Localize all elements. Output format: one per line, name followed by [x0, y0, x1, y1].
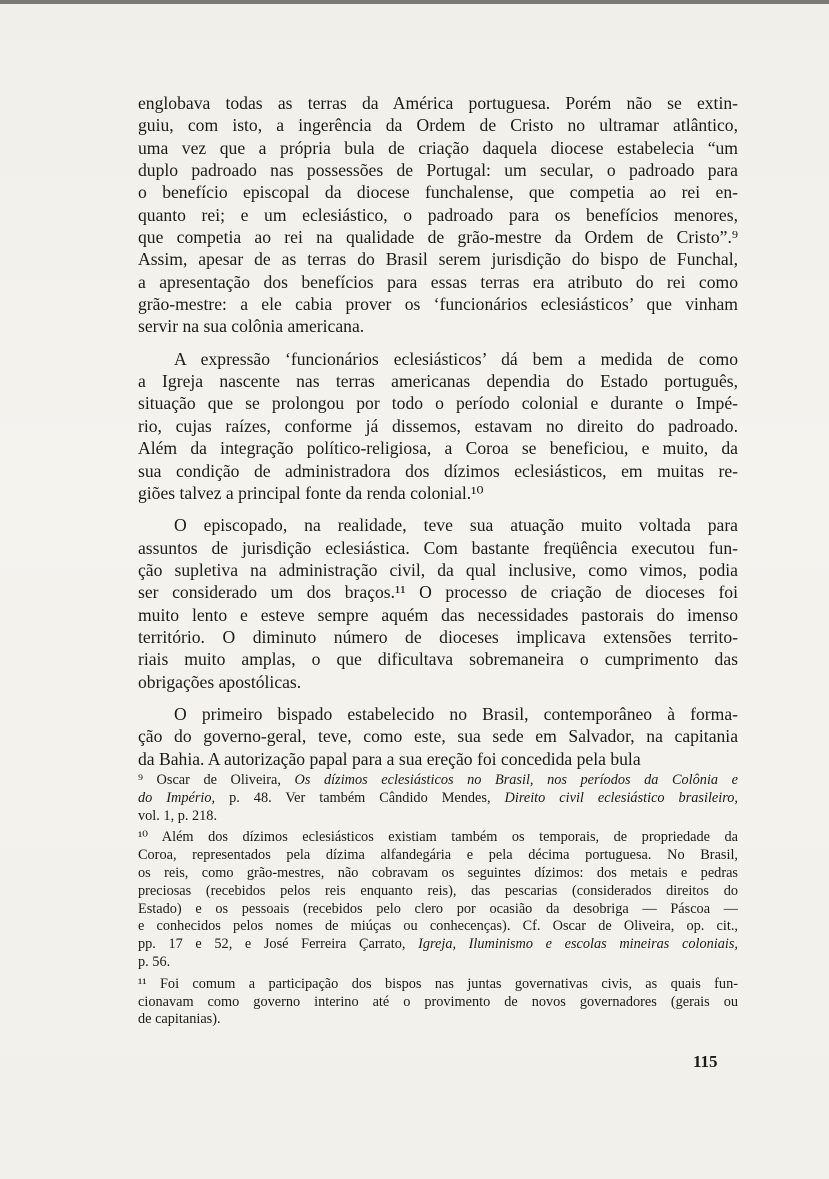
footnote-text: de capitanias).	[138, 1011, 221, 1028]
footnote-title: Igreja, Iluminismo e escolas mineiras coloniais,	[418, 936, 738, 953]
footnotes	[138, 772, 738, 1029]
footnote	[138, 976, 738, 1029]
footnote-title: Direito civil eclesiástico brasileiro,	[504, 789, 738, 806]
footnote-text: cionavam como governo interino até o provimento de novos governadores (gerais ou	[138, 993, 738, 1010]
footnote-line	[138, 994, 738, 1012]
footnote-line	[138, 808, 738, 826]
footnote-line	[138, 790, 738, 808]
footnote-text: ¹⁰ Além dos dízimos eclesiásticos existiam também os temporais, de propriedade da	[138, 829, 738, 846]
footnote-text: e conhecidos pelos nomes de miúças ou conhecenças). Cf. Oscar de Oliveira, op. cit.,	[138, 918, 738, 935]
footnote-text: pp. 17 e 52, e José Ferreira Çarrato,	[138, 936, 419, 953]
text-line: que competia ao rei na qualidade de grão-mestre da Ordem de Cristo”.⁹	[138, 227, 738, 248]
footnote-text: ¹¹ Foi comum a participação dos bispos nas juntas governativas civis, as quais fun-	[138, 975, 738, 992]
footnote-line	[138, 772, 738, 790]
footnote-line	[138, 901, 738, 919]
text-line: grão-mestre: a ele cabia prover os ‘funcionários eclesiásticos’ que vinham	[138, 294, 738, 315]
text-line: situação que se prolongou por todo o período colonial e durante o Impé-	[138, 393, 738, 414]
text-line: uma vez que a própria bula de criação daquela diocese estabelecia “um	[138, 137, 738, 158]
text-line: servir na sua colônia americana.	[138, 316, 365, 337]
footnote-line	[138, 976, 738, 994]
footnote-line	[138, 918, 738, 936]
text-line: giões talvez a principal fonte da renda colonial.¹⁰	[138, 482, 484, 503]
text-line: rio, cujas raízes, conforme já dissemos, estavam no direito do padroado.	[138, 415, 738, 436]
footnote	[138, 772, 738, 825]
paragraph	[138, 92, 738, 338]
footnote-line	[138, 883, 738, 901]
page-number: 115	[693, 1052, 718, 1071]
footnote-title: Os dízimos eclesiásticos no Brasil, nos períodos da Colônia e	[294, 772, 738, 788]
text-line: da Bahia. A autorização papal para a sua ereção foi concedida pela bula	[138, 748, 641, 769]
text-line: obrigações apostólicas.	[138, 671, 302, 692]
text-line: riais muito amplas, o que dificultava sobremaneira o cumprimento das	[138, 649, 738, 670]
text-line: duplo padroado nas possessões de Portugal: um secular, o padroado para	[138, 160, 738, 181]
footnote-text: os reis, como grão-mestres, não cobravam os seguintes dízimos: dos metais e pedras	[138, 864, 738, 881]
footnote	[138, 829, 738, 971]
text-line: assuntos de jurisdição eclesiástica. Com bastante freqüência executou fun-	[138, 537, 738, 558]
text-line: ção supletiva na administração civil, da qual inclusive, como vimos, podia	[138, 559, 738, 580]
text-line: O episcopado, na realidade, teve sua atuação muito voltada para	[174, 515, 738, 536]
text-line: A expressão ‘funcionários eclesiásticos’ dá bem a medida de como	[174, 348, 738, 369]
text-line: sua condição de administradora dos dízimos eclesiásticos, em muitas re-	[138, 460, 738, 481]
footnote-text: Coroa, representados pela dízima alfandegária e pela décima portuguesa. No Brasil,	[138, 847, 738, 864]
footnote-text: p. 56.	[138, 953, 171, 970]
main-text	[138, 92, 738, 770]
text-line: Assim, apesar de as terras do Brasil serem jurisdição do bispo de Funchal,	[138, 249, 738, 270]
paragraph	[138, 348, 738, 504]
footnote-text: Estado) e os pessoais (recebidos pelo clero por ocasião da desobriga — Páscoa —	[138, 900, 738, 917]
footnote-text: vol. 1, p. 218.	[138, 807, 218, 824]
paragraph	[138, 514, 738, 693]
footnote-title: do Império,	[138, 789, 216, 806]
paragraph	[138, 703, 738, 770]
text-line: território. O diminuto número de dioceses implicava extensões territo-	[138, 626, 738, 647]
text-line: O primeiro bispado estabelecido no Brasil, contemporâneo à forma-	[174, 703, 738, 724]
text-line: muito lento e esteve sempre aquém das necessidades pastorais do imenso	[138, 604, 738, 625]
footnote-text: p. 48. Ver também Cândido Mendes,	[215, 789, 505, 806]
text-line: englobava todas as terras da América portuguesa. Porém não se extin-	[138, 93, 738, 113]
text-line: guiu, com isto, a ingerência da Ordem de Cristo no ultramar atlântico,	[138, 115, 738, 136]
text-line: a apresentação dos benefícios para essas terras era atributo do rei como	[138, 271, 738, 292]
top-edge-shadow	[0, 0, 829, 4]
text-line: ção do governo-geral, teve, como este, sua sede em Salvador, na capitania	[138, 726, 738, 747]
footnote-line	[138, 829, 738, 847]
text-line: Além da integração político-religiosa, a Coroa se beneficiou, e muito, da	[138, 438, 738, 459]
text-line: a Igreja nascente nas terras americanas dependia do Estado português,	[138, 371, 738, 392]
footnote-line	[138, 865, 738, 883]
text-line: o benefício episcopal da diocese funchalense, que competia ao rei en-	[138, 182, 738, 203]
footnote-text: ⁹ Oscar de Oliveira,	[138, 772, 295, 788]
footnote-line	[138, 954, 738, 972]
footnote-line	[138, 1011, 738, 1029]
footnote-line	[138, 936, 738, 954]
footnote-text: preciosas (recebidos pelos reis enquanto reis), das pescarias (considerados direitos do	[138, 882, 738, 899]
text-line: quanto rei; e um eclesiástico, o padroado para os benefícios menores,	[138, 204, 738, 225]
footnote-line	[138, 847, 738, 865]
text-line: ser considerado um dos braços.¹¹ O processo de criação de dioceses foi	[138, 582, 738, 603]
